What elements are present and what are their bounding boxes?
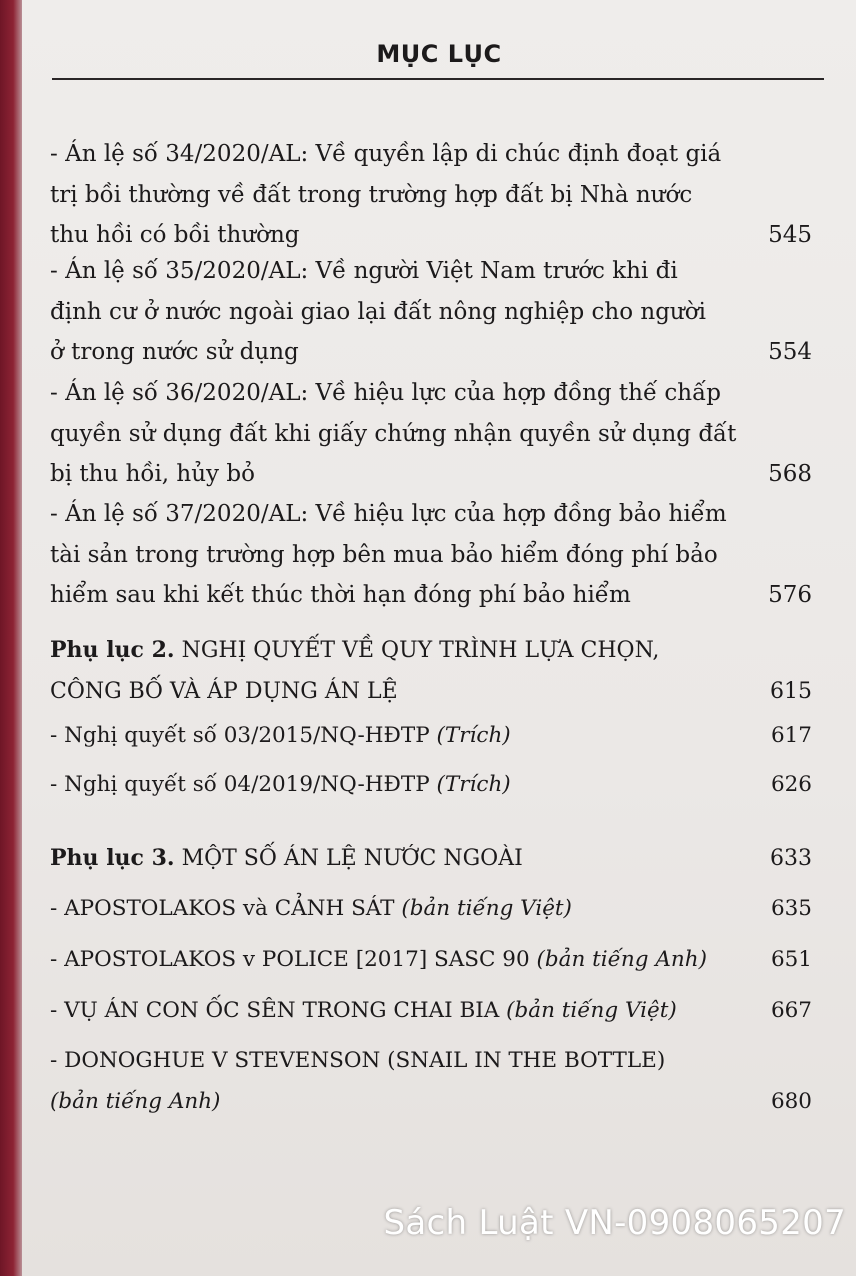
toc-entry-text: - Án lệ số 35/2020/AL: Về người Việt Nam trước khi đi (50, 258, 678, 284)
toc-entry-text: - Án lệ số 34/2020/AL: Về quyền lập di chúc định đoạt giá (50, 141, 722, 167)
appendix-label: Phụ lục 3. (50, 845, 175, 871)
toc-entry-text: ở trong nước sử dụng (50, 339, 299, 365)
appendix-title: MỘT SỐ ÁN LỆ NƯỚC NGOÀI (174, 846, 523, 871)
page-number: 615 (770, 678, 812, 704)
page-number: 635 (770, 896, 812, 921)
book-spine (0, 0, 22, 1276)
toc-entry-text: định cư ở nước ngoài giao lại đất nông nghiệp cho người (50, 298, 706, 325)
toc-entry (50, 494, 812, 616)
page-number: 680 (770, 1088, 812, 1114)
toc-entry-text: - Án lệ số 36/2020/AL: Về hiệu lực của hợp đồng thế chấp (50, 380, 721, 406)
appendix-title: NGHỊ QUYẾT VỀ QUY TRÌNH LỰA CHỌN, (174, 638, 660, 663)
page-number: 667 (770, 998, 812, 1023)
toc-entry-text: - APOSTOLAKOS v POLICE [2017] SASC 90 (50, 947, 537, 972)
page-title: MỤC LỤC (376, 40, 502, 68)
toc-entry (50, 716, 812, 757)
toc-entry-text: - DONOGHUE V STEVENSON (SNAIL IN THE BOTTLE) (50, 1048, 666, 1073)
toc-entry (50, 940, 812, 981)
page-number: 626 (770, 772, 812, 797)
toc-entry (50, 889, 812, 930)
watermark-text: Sách Luật VN-0908065207 (383, 1203, 846, 1243)
page-number: 576 (768, 582, 812, 608)
toc-entry (50, 373, 812, 495)
toc-entry (50, 1041, 812, 1122)
toc-entry-text: - Nghị quyết số 03/2015/NQ-HĐTP (50, 723, 437, 748)
toc-entry-text: trị bồi thường về đất trong trường hợp đất bị Nhà nước (50, 181, 693, 208)
toc-entry (50, 251, 812, 373)
page-number: 554 (768, 339, 812, 365)
page-number: 545 (768, 222, 812, 248)
toc-entry (50, 134, 812, 256)
toc-entry-text: - VỤ ÁN CON ỐC SÊN TRONG CHAI BIA (50, 998, 507, 1023)
toc-entry-note: (bản tiếng Anh) (536, 947, 707, 972)
toc-entry (50, 765, 812, 806)
book-page (22, 0, 856, 1276)
page-number: 633 (770, 846, 812, 871)
toc-entry-note: (bản tiếng Anh) (50, 1088, 221, 1114)
toc-entry-text: quyền sử dụng đất khi giấy chứng nhận quyền sử dụng đất (50, 420, 737, 447)
toc-entry-text: - Nghị quyết số 04/2019/NQ-HĐTP (50, 772, 437, 797)
toc-entry (50, 991, 812, 1032)
toc-entry-text: tài sản trong trường hợp bên mua bảo hiểm đóng phí bảo (50, 541, 718, 568)
appendix-label: Phụ lục 2. (50, 637, 175, 663)
toc-entry-text: - APOSTOLAKOS và CẢNH SÁT (50, 896, 402, 921)
page-number: 651 (770, 947, 812, 972)
toc-entry-text: - Án lệ số 37/2020/AL: Về hiệu lực của hợp đồng bảo hiểm (50, 501, 727, 527)
appendix-2-heading (50, 630, 812, 712)
appendix-title: CÔNG BỐ VÀ ÁP DỤNG ÁN LỆ (50, 678, 398, 704)
page-number: 568 (768, 461, 812, 487)
toc-entry-note: (Trích) (436, 772, 511, 797)
toc-entry-note: (bản tiếng Việt) (401, 896, 572, 921)
toc-entry-text: hiểm sau khi kết thúc thời hạn đóng phí bảo hiểm (50, 582, 631, 608)
toc-entry-note: (bản tiếng Việt) (506, 998, 677, 1023)
page-number: 617 (770, 723, 812, 748)
toc-entry-text: bị thu hồi, hủy bỏ (50, 461, 255, 487)
toc-entry-note: (Trích) (436, 723, 511, 748)
toc-entry-text: thu hồi có bồi thường (50, 222, 300, 248)
header-divider (52, 78, 824, 80)
appendix-3-heading (50, 838, 812, 880)
